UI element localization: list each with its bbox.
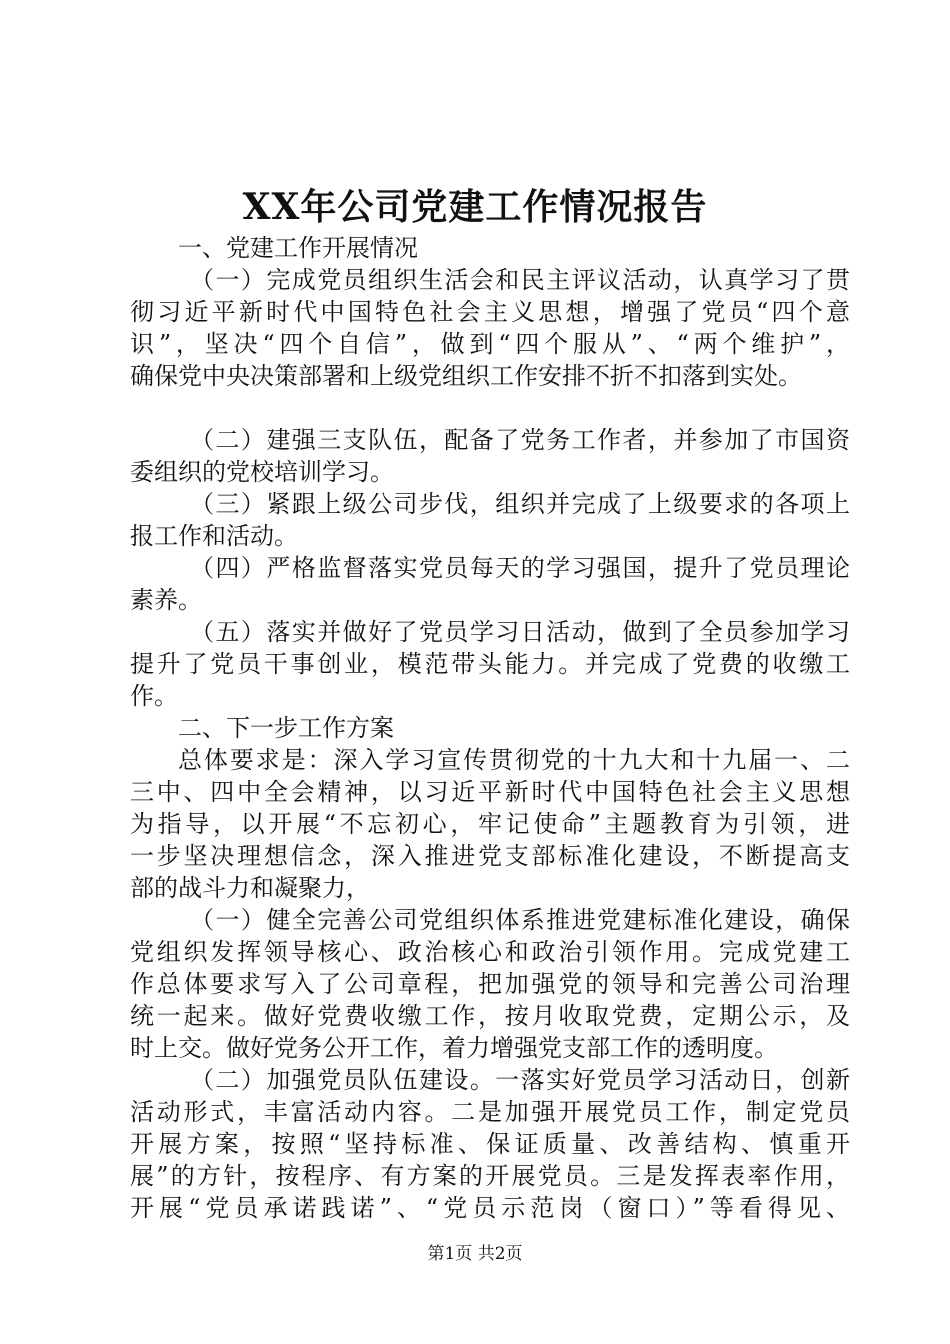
text-line: 一步坚决理想信念，深入推进党支部标准化建设，不断提高支 [130,842,850,870]
text-line: 展”的方针，按程序、有方案的开展党员。三是发挥表率作用， [130,1162,850,1190]
text-line: 识”，坚决“四个自信”，做到“四个服从”、“两个维护”， [130,330,850,358]
text-line: 作。 [130,682,178,710]
text-line: 报工作和活动。 [130,522,298,550]
text-line: 委组织的党校培训学习。 [130,458,394,486]
text-line: 二、下一步工作方案 [178,714,394,742]
paragraph-gap [130,392,850,424]
text-line: （一）健全完善公司党组织体系推进党建标准化建设，确保 [190,906,850,934]
text-line: 部的战斗力和凝聚力， [130,874,370,902]
text-line: 提升了党员干事创业，模范带头能力。并完成了党费的收缴工 [130,650,850,678]
page-footer: 第1页 共2页 [427,1244,523,1264]
text-line: 素养。 [130,586,202,614]
text-line: 确保党中央决策部署和上级党组织工作安排不折不扣落到实处。 [130,362,802,390]
text-line: （二）加强党员队伍建设。一落实好党员学习活动日，创新 [190,1066,850,1094]
text-line: 三中、四中全会精神，以习近平新时代中国特色社会主义思想 [130,778,850,806]
text-line: 为指导，以开展“不忘初心，牢记使命”主题教育为引领，进 [130,810,850,838]
text-line: 时上交。做好党务公开工作，着力增强党支部工作的透明度。 [130,1034,778,1062]
text-line: 作总体要求写入了公司章程，把加强党的领导和完善公司治理 [130,970,850,998]
text-line: 活动形式，丰富活动内容。二是加强开展党员工作，制定党员 [130,1098,850,1126]
text-line: （四）严格监督落实党员每天的学习强国，提升了党员理论 [190,554,850,582]
document-title: XX年公司党建工作情况报告 [242,186,708,228]
document-body [130,232,850,1224]
text-line: （一）完成党员组织生活会和民主评议活动，认真学习了贯 [190,266,850,294]
text-line: 开展“党员承诺践诺”、“党员示范岗（窗口）”等看得见、 [130,1194,850,1222]
text-line: 总体要求是：深入学习宣传贯彻党的十九大和十九届一、二 [178,746,850,774]
text-line: （二）建强三支队伍，配备了党务工作者，并参加了市国资 [190,426,850,454]
text-line: 一、党建工作开展情况 [178,234,418,262]
text-line: 开展方案，按照“坚持标准、保证质量、改善结构、慎重开 [130,1130,850,1158]
text-line: （三）紧跟上级公司步伐，组织并完成了上级要求的各项上 [190,490,850,518]
text-line: （五）落实并做好了党员学习日活动，做到了全员参加学习 [190,618,850,646]
text-line: 统一起来。做好党费收缴工作，按月收取党费，定期公示，及 [130,1002,850,1030]
text-line: 党组织发挥领导核心、政治核心和政治引领作用。完成党建工 [130,938,850,966]
text-line: 彻习近平新时代中国特色社会主义思想，增强了党员“四个意 [130,298,850,326]
